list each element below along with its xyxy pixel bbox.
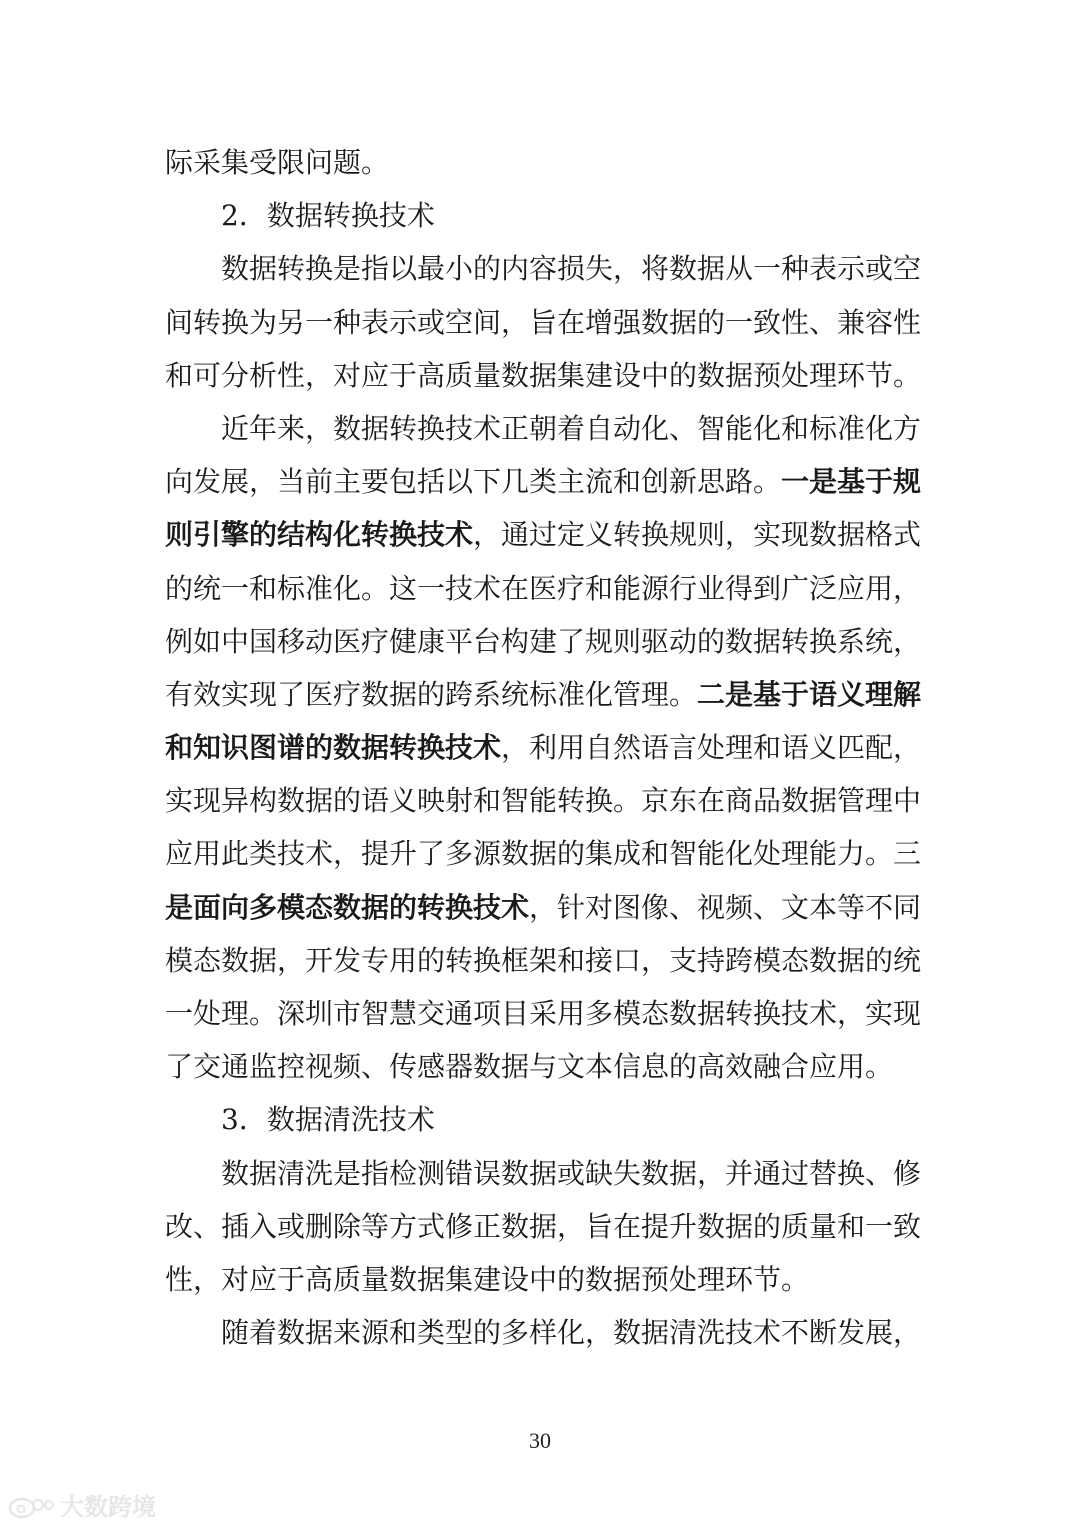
text-line xyxy=(165,934,922,987)
watermark-text: 大数跨境 xyxy=(60,1493,156,1521)
text-line xyxy=(165,508,922,561)
text-line xyxy=(165,349,922,402)
text-segment: ，通过定义转换规则，实现数据格式 xyxy=(473,518,922,552)
text-line xyxy=(165,242,922,295)
bold-text-segment: 是面向多模态数据的转换技术 xyxy=(165,890,530,924)
text-line xyxy=(165,721,922,774)
text-line xyxy=(165,562,922,615)
text-segment: 向发展，当前主要包括以下几类主流和创新思路。 xyxy=(165,465,782,499)
text-segment: 和可分析性，对应于高质量数据集建设中的数据预处理环节。 xyxy=(165,358,922,392)
text-segment: 一处理。深圳市智慧交通项目采用多模态数据转换技术，实现 xyxy=(165,997,922,1030)
text-segment: 性，对应于高质量数据集建设中的数据预处理环节。 xyxy=(165,1262,810,1296)
text-segment: ，利用自然语言处理和语义匹配， xyxy=(501,731,922,765)
bold-text-segment: 一是基于规 xyxy=(781,465,922,499)
watermark xyxy=(8,1487,156,1522)
text-line xyxy=(165,774,922,827)
text-line xyxy=(165,136,915,189)
text-line xyxy=(165,402,922,455)
text-segment: 数据转换是指以最小的内容损失，将数据从一种表示或空 xyxy=(221,252,922,286)
text-line xyxy=(165,881,922,934)
text-segment: 3．数据清洗技术 xyxy=(221,1103,435,1137)
text-line xyxy=(165,296,922,349)
text-segment: 应用此类技术，提升了多源数据的集成和智能化处理能力。三 xyxy=(165,837,922,871)
text-segment: 例如中国移动医疗健康平台构建了规则驱动的数据转换系统， xyxy=(165,624,922,658)
bold-text-segment: 则引擎的结构化转换技术 xyxy=(165,518,474,552)
text-segment: 2．数据转换技术 xyxy=(221,199,435,233)
weibo-logo-icon xyxy=(8,1491,54,1519)
bold-text-segment: 二是基于语义理解 xyxy=(697,677,922,711)
text-segment: 的统一和标准化。这一技术在医疗和能源行业得到广泛应用， xyxy=(165,571,922,605)
body-text xyxy=(165,136,922,1359)
text-segment: 间转换为另一种表示或空间，旨在增强数据的一致性、兼容性 xyxy=(165,305,922,339)
text-segment: 际采集受限问题。 xyxy=(165,146,390,179)
text-segment: ，针对图像、视频、文本等不同 xyxy=(529,890,922,924)
text-segment: 有效实现了医疗数据的跨系统标准化管理。 xyxy=(165,677,698,711)
text-line xyxy=(165,1147,922,1200)
text-line xyxy=(165,455,922,508)
page-number: 30 xyxy=(529,1428,551,1453)
text-segment: 随着数据来源和类型的多样化，数据清洗技术不断发展， xyxy=(221,1316,922,1350)
text-line xyxy=(165,1040,915,1093)
section-heading xyxy=(165,1093,915,1146)
bold-text-segment: 和知识图谱的数据转换技术 xyxy=(165,731,502,765)
section-heading xyxy=(165,189,915,242)
text-line xyxy=(165,1306,922,1359)
text-line xyxy=(165,1200,922,1253)
text-line xyxy=(165,668,922,721)
text-segment: 近年来，数据转换技术正朝着自动化、智能化和标准化方 xyxy=(221,411,922,445)
text-segment: 数据清洗是指检测错误数据或缺失数据，并通过替换、修 xyxy=(221,1156,922,1190)
text-line xyxy=(165,1253,915,1306)
text-segment: 模态数据，开发专用的转换框架和接口，支持跨模态数据的统 xyxy=(165,943,922,977)
text-line xyxy=(165,987,922,1040)
text-line xyxy=(165,827,922,880)
text-segment: 改、插入或删除等方式修正数据，旨在提升数据的质量和一致 xyxy=(165,1209,922,1243)
text-line xyxy=(165,615,922,668)
text-segment: 实现异构数据的语义映射和智能转换。京东在商品数据管理中 xyxy=(165,784,922,818)
text-segment: 了交通监控视频、传感器数据与文本信息的高效融合应用。 xyxy=(165,1050,894,1084)
